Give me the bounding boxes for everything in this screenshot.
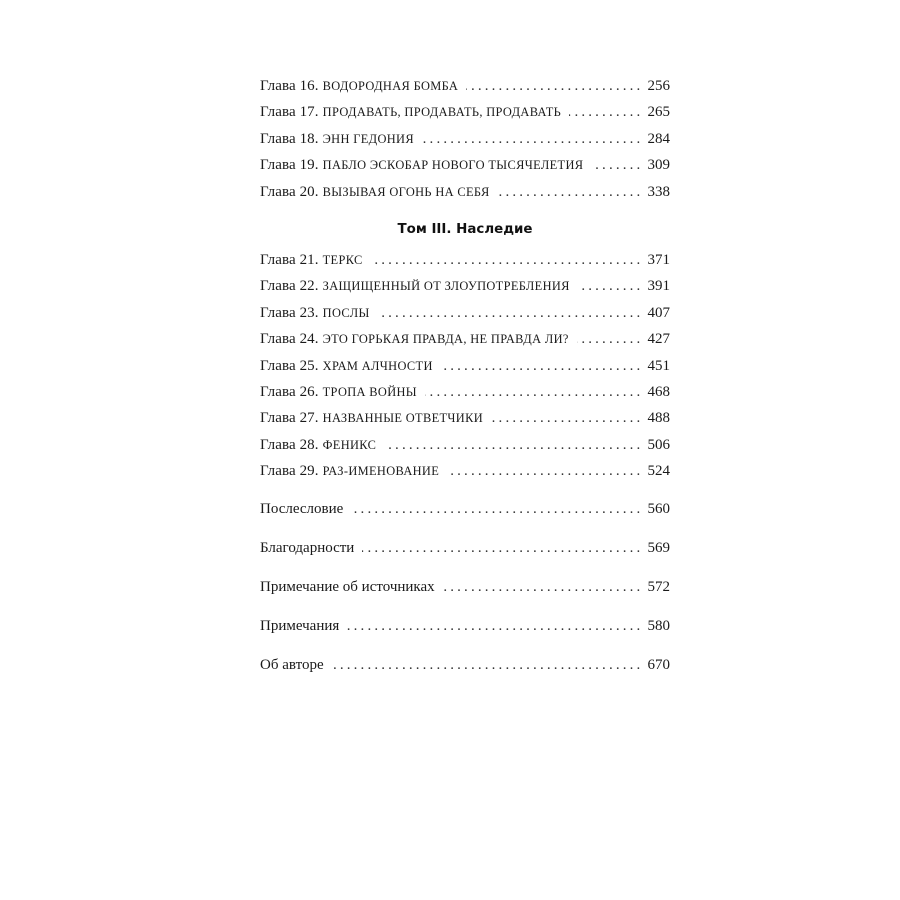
page-number: 427 [647,331,670,348]
page-number: 284 [647,130,670,147]
dot-leader [577,326,640,352]
toc-entry-chapter-18 [260,126,670,152]
dot-leader [347,613,640,639]
dot-leader [371,247,640,273]
dot-leader [591,152,640,178]
page-number: 670 [647,656,670,673]
dot-leader [578,273,640,299]
dot-leader [441,353,640,379]
dot-leader [569,99,640,125]
toc-entry-chapter-17 [260,99,670,125]
chapter-title: ЗАЩИЩЕННЫЙ ОТ ЗЛОУПОТРЕБЛЕНИЯ [322,279,570,294]
dot-leader [422,126,640,152]
dot-leader [447,458,640,484]
chapter-title: ПОСЛЫ [322,305,370,320]
chapter-number: Глава 19. [260,157,319,174]
chapter-title: ТЕРКС [322,252,363,267]
toc-entry-chapter-29 [260,458,670,484]
toc-entry-notes [260,613,670,639]
toc-entry-chapter-20 [260,179,670,205]
toc-entry-note-on-sources [260,574,670,600]
toc-entry-chapter-24 [260,326,670,352]
chapter-title: ПАБЛО ЭСКОБАР НОВОГО ТЫСЯЧЕЛЕТИЯ [322,158,584,173]
part2-chapter-list [260,73,670,205]
entry-title: Благодарности [260,540,355,557]
page-number: 451 [647,357,670,374]
dot-leader [498,179,640,205]
entry-title: Об авторе [260,656,324,673]
page-number: 407 [647,304,670,321]
toc-entry-chapter-21 [260,247,670,273]
page-number: 391 [647,278,670,295]
chapter-number: Глава 20. [260,183,319,200]
chapter-number: Глава 25. [260,357,319,374]
toc-entry-chapter-26 [260,379,670,405]
toc-entry-afterword [260,496,670,522]
chapter-number: Глава 21. [260,251,319,268]
chapter-number: Глава 29. [260,463,319,480]
toc-entry-chapter-19 [260,152,670,178]
page-number: 524 [647,463,670,480]
dot-leader [362,535,640,561]
entry-title: Примечания [260,617,340,634]
chapter-number: Глава 22. [260,278,319,295]
chapter-number: Глава 28. [260,436,319,453]
page-number: 265 [647,104,670,121]
page-number: 338 [647,183,670,200]
toc-entry-about-author [260,652,670,678]
dot-leader [443,574,640,600]
chapter-title: ЭТО ГОРЬКАЯ ПРАВДА, НЕ ПРАВДА ЛИ? [322,332,569,347]
dot-leader [351,496,640,522]
part3-chapter-list [260,247,670,485]
chapter-title: НАЗВАННЫЕ ОТВЕТЧИКИ [322,411,484,426]
page-number: 468 [647,383,670,400]
part3-heading: Том III. Наследие [397,221,533,237]
chapter-number: Глава 17. [260,104,319,121]
chapter-title: ТРОПА ВОЙНЫ [322,384,417,399]
entry-title: Примечание об источниках [260,579,435,596]
chapter-title: ФЕНИКС [322,437,377,452]
page-number: 572 [647,579,670,596]
dot-leader [384,432,640,458]
toc-entry-chapter-28 [260,432,670,458]
chapter-title: ВОДОРОДНАЯ БОМБА [322,79,459,93]
chapter-number: Глава 23. [260,304,319,321]
chapter-title: ЭНН ГЕДОНИЯ [322,131,414,146]
table-of-contents [260,73,670,678]
chapter-number: Глава 16. [260,78,319,94]
toc-entry-chapter-16 [260,73,670,99]
chapter-title: РАЗ-ИМЕНОВАНИЕ [322,464,440,479]
toc-entry-chapter-25 [260,353,670,379]
chapter-title: ПРОДАВАТЬ, ПРОДАВАТЬ, ПРОДАВАТЬ [322,105,562,120]
chapter-number: Глава 27. [260,410,319,427]
chapter-title: ВЫЗЫВАЯ ОГОНЬ НА СЕБЯ [322,184,490,199]
dot-leader [332,652,640,678]
page-number: 560 [647,501,670,518]
chapter-number: Глава 18. [260,130,319,147]
toc-entry-chapter-22 [260,273,670,299]
toc-entry-chapter-23 [260,300,670,326]
dot-leader [378,300,640,326]
page-number: 580 [647,617,670,634]
entry-title: Послесловие [260,501,344,518]
page-number: 506 [647,436,670,453]
page-number: 309 [647,157,670,174]
dot-leader [491,405,640,431]
chapter-number: Глава 24. [260,331,319,348]
dot-leader [425,379,640,405]
page-number: 371 [647,251,670,268]
dot-leader [466,73,640,99]
back-matter-list [260,496,670,678]
chapter-number: Глава 26. [260,383,319,400]
chapter-title: ХРАМ АЛЧНОСТИ [322,358,433,373]
page-number: 256 [647,78,670,94]
page-number: 569 [647,540,670,557]
toc-entry-chapter-27 [260,405,670,431]
page-number: 488 [647,410,670,427]
toc-entry-acknowledgements [260,535,670,561]
